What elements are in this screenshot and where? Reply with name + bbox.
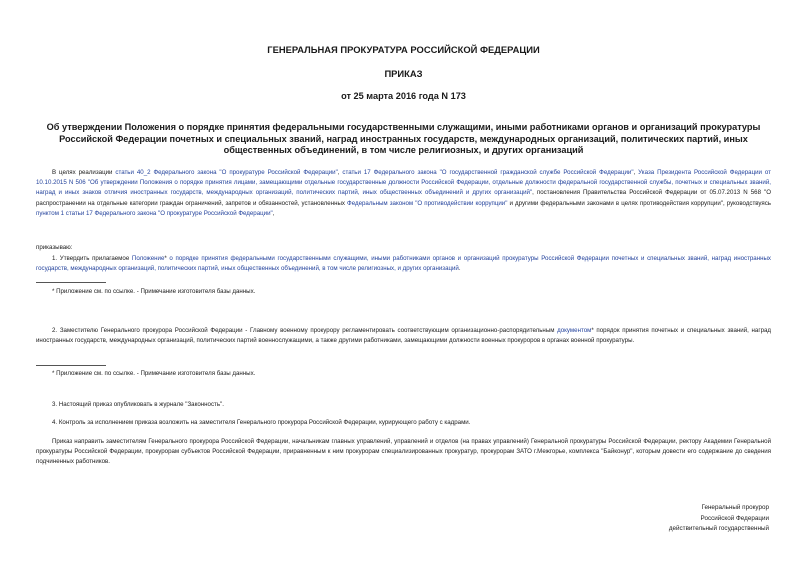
footnote-divider — [36, 365, 106, 366]
document-title: Об утверждении Положения о порядке принятия федеральными государственными служащими, иными работниками органов и организаций прокуратуры Российской Федерации почетных и специальных званий, наград иностранных государств, международных организаций, политических партий, иных общественных объединений, в том числе религиозных, и других организаций — [46, 122, 761, 156]
agency-heading: ГЕНЕРАЛЬНАЯ ПРОКУРАТУРА РОССИЙСКОЙ ФЕДЕРАЦИИ — [267, 44, 540, 55]
preamble-text: , — [633, 169, 639, 176]
item-text: . — [458, 265, 461, 273]
link-prosecutor-law-point[interactable]: пунктом 1 статьи 17 Федерального закона "О прокуратуре Российской Федерации" — [36, 209, 273, 217]
link-regulation[interactable]: Положение — [131, 255, 165, 262]
item-text: * — [164, 255, 170, 262]
link-regulation-title[interactable]: о порядке принятия федеральными государственными служащими, иными работниками органов и организаций прокуратуры Российской Федерации почетных и специальных званий, наград иностранных государств, международных организаций, политических партий, иных общественных объединений, в том числе религиозных, и других организаций — [36, 255, 771, 273]
distribution-paragraph: Приказ направить заместителям Генерального прокурора Российской Федерации, начальникам главных управлений, управлений и отделов (на правах управлений) Генеральной прокуратуры Российской Федерации, ректору Академии Генеральной прокуратуры Российской Федерации, прокурорам субъектов Российской Федерации, приравненным к ним прокурорам специализированных прокуратур, прокурорам ЗАТО г.Межгорье, комплекса "Байконур", которым довести его содержание до сведения подчиненных работников. — [36, 438, 771, 466]
preamble-text: , — [272, 209, 275, 217]
orders-label: приказываю: — [36, 244, 73, 251]
order-item-2 — [36, 326, 771, 346]
preamble-text: В целях реализации — [52, 169, 116, 176]
footnote: * Приложение см. по ссылке. - Примечание изготовителя базы данных. — [52, 288, 256, 295]
order-item-4: 4. Контроль за исполнением приказа возложить на заместителя Генерального прокурора Российской Федерации, курирующего работу с кадрами. — [52, 419, 471, 426]
footnote-divider — [36, 282, 106, 283]
signature-line: действительный государственный — [668, 525, 769, 533]
date-number: от 25 марта 2016 года N 173 — [341, 91, 466, 101]
link-prosecutor-law-article[interactable]: статьи 40_2 Федерального закона "О прокуратуре Российской Федерации" — [115, 169, 338, 176]
preamble-text: и другими федеральными законами в целях противодействия коррупции", руководствуясь — [507, 199, 772, 207]
footnote: * Приложение см. по ссылке. - Примечание изготовителя базы данных. — [52, 370, 256, 377]
link-civil-service-law-article[interactable]: статьи 17 Федерального закона "О государственной гражданской службе Российской Федерации" — [342, 169, 634, 176]
preamble-text: , постановления Правительства Российской Федерации от 05.07.2013 N 568 "О распространении на отдельные категории граждан ограничений, запретов и обязанностей, установленных — [36, 189, 771, 207]
signature-line: Генеральный прокурор — [701, 504, 769, 511]
preamble-text: , — [337, 169, 343, 176]
link-document[interactable]: документом — [557, 327, 592, 334]
link-presidential-decree[interactable]: Указа Президента Российской Федерации от 10.10.2015 N 506 "Об утверждении Положения о порядке принятия лицами, замещающими отдельные государственные должности Российской Федерации, отдельные должности федеральной государственной службы, почетных и специальных званий, наград и иных знаков отличия иностранных государств, международных организаций, политических партий, иных общественных объединений и других организаций" — [36, 169, 771, 197]
order-item-1 — [36, 254, 771, 274]
document-type: ПРИКАЗ — [384, 68, 423, 79]
item-text: * порядок принятия почетных и специальных званий, наград иностранных государств, международных организаций, политических партий военнослужащими, а также другими работниками, замещающими должности военных прокуроров в органах военной прокуратуры. — [36, 327, 771, 345]
signature-block — [609, 503, 769, 535]
signature-line: Российской Федерации — [700, 514, 769, 522]
order-item-3: 3. Настоящий приказ опубликовать в журнале "Законность". — [52, 401, 224, 408]
link-anticorruption-law[interactable]: Федеральным законом "О противодействии коррупции" — [347, 199, 508, 207]
preamble-paragraph — [36, 168, 771, 219]
item-text: 2. Заместителю Генерального прокурора Российской Федерации - Главному военному прокурору регламентировать соответствующим организационно-распорядительным — [52, 327, 558, 334]
item-text: 1. Утвердить прилагаемое — [52, 255, 132, 262]
